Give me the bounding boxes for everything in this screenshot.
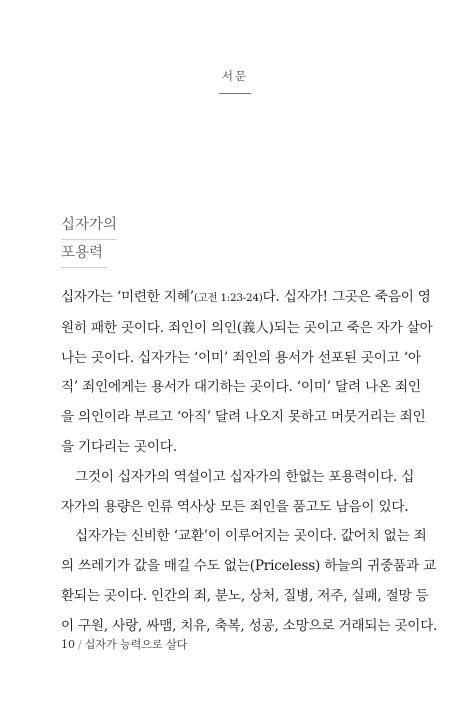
- body-line: 그것이 십자가의 역설이고 십자가의 한없는 포용력이다. 십: [75, 468, 415, 485]
- book-title: 십자가 능력으로 살다: [84, 638, 188, 651]
- footer-separator: /: [78, 638, 82, 651]
- section-title-line2: 포용력: [61, 243, 107, 268]
- body-line: 나는 곳이다. 십자가는 ‘이미’ 죄인의 용서가 선포된 곳이고 ‘아: [61, 349, 421, 366]
- body-line: 자가의 용량은 인류 역사상 모든 죄인을 품고도 남음이 있다.: [61, 498, 409, 515]
- page-footer: [61, 636, 187, 652]
- body-line: 이 구원, 사랑, 싸맴, 치유, 축복, 성공, 소망으로 거래되는 곳이다.: [61, 617, 438, 634]
- body-line: 을 의인이라 부르고 ‘아직’ 달려 나오지 못하고 머뭇거리는 죄인: [61, 409, 426, 426]
- body-text: [61, 283, 438, 642]
- chapter-header: 서문: [221, 69, 249, 83]
- body-line: [61, 283, 431, 314]
- header-divider: [219, 93, 251, 94]
- body-line-post: 다. 십자가! 그곳은 죽음이 영: [262, 289, 431, 305]
- scripture-reference: (고전 1:23-24): [193, 292, 263, 304]
- body-line: 직’ 죄인에게는 용서가 대기하는 곳이다. ‘이미’ 달려 나온 죄인: [61, 379, 421, 396]
- body-line: 환되는 곳이다. 인간의 죄, 분노, 상처, 질병, 저주, 실패, 절망 등: [61, 587, 429, 604]
- body-line: 을 기다리는 곳이다.: [61, 438, 177, 455]
- page-number: 10: [61, 638, 75, 651]
- body-line: 십자가는 신비한 ‘교환’이 이루어지는 곳이다. 값어치 없는 죄: [75, 528, 427, 545]
- body-line: 의 쓰레기가 값을 매길 수도 없는(Priceless) 하늘의 귀중품과 교: [61, 558, 436, 575]
- body-line-pre: 십자가는 ‘미련한 지혜’: [61, 289, 194, 305]
- body-line: 원히 패한 곳이다. 죄인이 의인(義人)되는 곳이고 죽은 자가 살아: [61, 319, 433, 336]
- section-title-line1: 십자가의: [61, 215, 117, 240]
